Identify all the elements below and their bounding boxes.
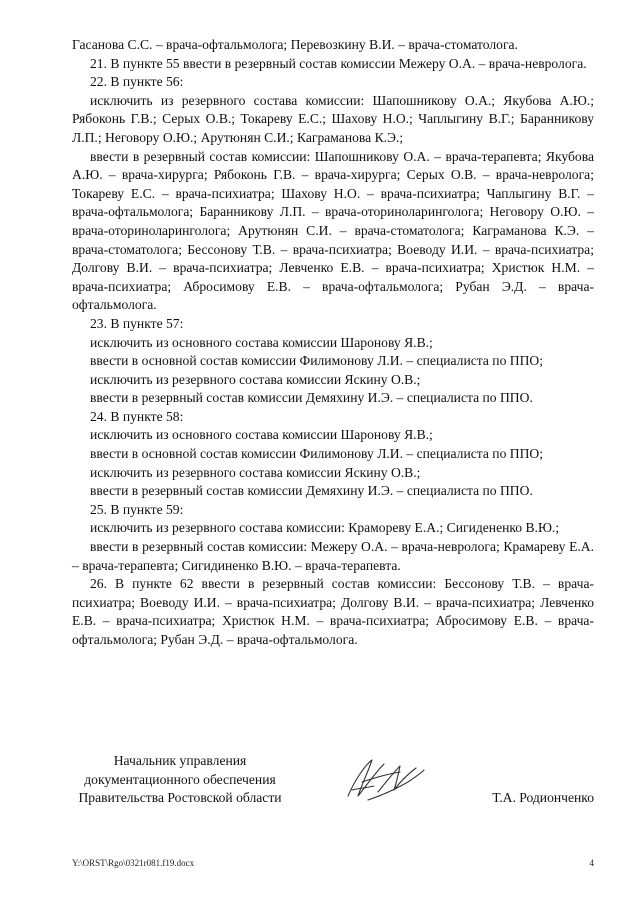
paragraph: исключить из основного состава комиссии Шаронову Я.В.; [90,427,433,443]
signatory-position [60,752,300,808]
paragraph: Гасанова С.С. – врача-офтальмолога; Перевозкину В.И. – врача-стоматолога. [72,37,518,52]
paragraph: 24. В пункте 58: [90,408,184,424]
paragraph: исключить из резервного состава комиссии: Шапошникову О.А.; Якубова А.Ю.; Рябоконь Г.В.; Серых О.В.; Токареву Е.С.; Шахову Н.О.; Чаплыгину В.Г.; Баранникову Л.П.; Неговору О.Ю.; Арутюнян С.И.; Каграманова К.Э.; [72,92,594,145]
paragraph: исключить из резервного состава комиссии Яскину О.В.; [90,464,421,480]
paragraph: ввести в резервный состав комиссии Демяхину И.Э. – специалиста по ППО. [90,390,533,406]
position-line: Начальник управления [113,753,247,768]
paragraph: 25. В пункте 59: [90,501,184,517]
signature-block [60,752,594,812]
paragraph: ввести в основной состав комиссии Филимонову Л.И. – специалиста по ППО; [90,353,543,369]
paragraph: ввести в резервный состав комиссии: Межеру О.А. – врача-невролога; Крамареву Е.А. – врача-терапевта; Сигидиненко В.Ю. – врача-терапевта. [72,539,594,573]
paragraph: ввести в резервный состав комиссии: Шапошникову О.А. – врача-терапевта; Якубова А.Ю. – врача-хирурга; Рябоконь Г.В. – врача-хирурга; Серых О.В. – врача-невролога; Токареву Е.С. – врача-психиатра; Шахову Н.О. – врача-психиатра; Чаплыгину В.Г. – врача-офтальмолога; Баранникову Л.П. – врача-оториноларинголога; Неговору О.Ю. – врача-оториноларинголога; Арутюнян С.И. – врача-стоматолога; Каграманова К.Э. – врача-стоматолога; Бессонову Т.В. – врача-психиатра; Воеводу И.И. – врача-психиатра; Долгову В.И. – врача-психиатра; Левченко Е.В. – врача-психиатра; Христюк Н.М. – врача-психиатра; Абросимову Е.В. – врача-офтальмолога; Рубан Э.Д. – врача-офтальмолога. [72,148,594,313]
paragraph: ввести в резервный состав комиссии Демяхину И.Э. – специалиста по ППО. [90,483,533,499]
paragraph: исключить из основного состава комиссии Шаронову Я.В.; [90,334,433,350]
paragraph: ввести в основной состав комиссии Филимонову Л.И. – специалиста по ППО; [90,446,543,462]
signatory-name: Т.А. Родионченко [492,790,594,805]
paragraph: исключить из резервного состава комиссии: Крамореву Е.А.; Сигидененко В.Ю.; [90,520,560,536]
page-number: 4 [589,858,594,868]
position-line: Правительства Ростовской области [78,790,282,806]
paragraph: 23. В пункте 57: [90,315,184,331]
paragraph: 21. В пункте 55 ввести в резервный состав комиссии Межеру О.А. – врача-невролога. [90,55,587,71]
paragraph: исключить из резервного состава комиссии Яскину О.В.; [90,371,421,387]
position-line: документационного обеспечения [84,771,276,787]
file-path: Y:\ORST\Rgo\0321r081.f19.docx [72,858,195,868]
document-body [72,36,594,650]
paragraph: 22. В пункте 56: [90,74,184,90]
paragraph: 26. В пункте 62 ввести в резервный состав комиссии: Бессонову Т.В. – врача-психиатра; Воеводу И.И. – врача-психиатра; Долгову В.И. – врача-психиатра; Левченко Е.В. – врача-психиатра; Христюк Н.М. – врача-психиатра; Абросимову Е.В. – врача-офтальмолога; Рубан Э.Д. – врача-офтальмолога. [72,576,594,647]
handwritten-signature [338,752,428,804]
